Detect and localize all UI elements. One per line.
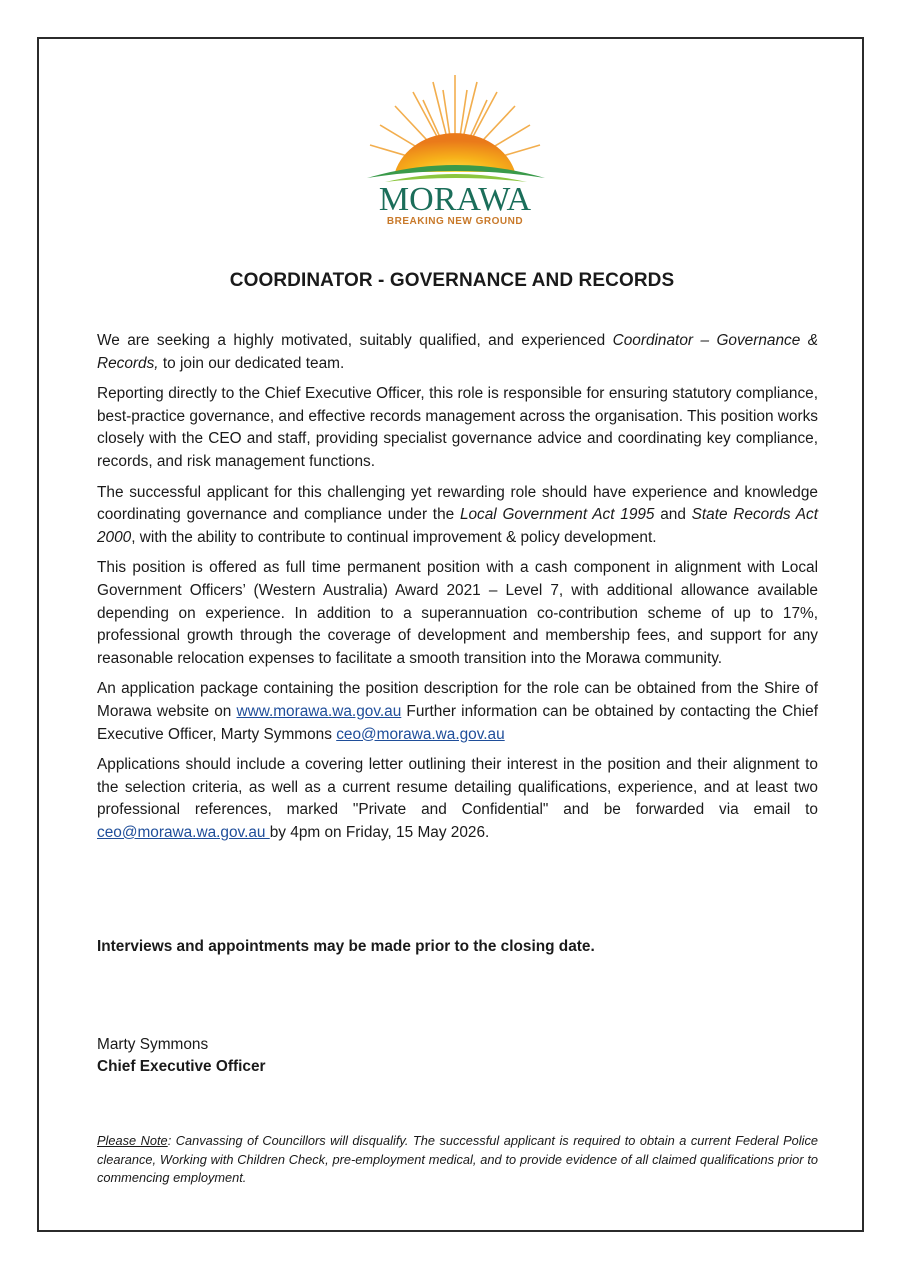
sun-icon [355,70,555,230]
closing-date: by 4pm on Friday, 15 May 2026. [269,823,490,841]
text: An application package containing the position description for the role can be obtained from the Shire of Morawa website on [97,680,818,720]
text: We are seeking a highly motivated, suitably qualified, and experienced [97,332,613,349]
text: Further information can be obtained by contacting the Chief Executive Officer, Marty Symmons [97,702,818,743]
logo-tagline: BREAKING NEW GROUND [386,216,524,227]
logo-wordmark: MORAWA [378,181,532,218]
ceo-email-link[interactable]: ceo@morawa.wa.gov.au [336,725,505,743]
intro-paragraph [97,330,818,375]
ceo-email-link[interactable]: ceo@morawa.wa.gov.au [97,823,270,841]
text: to join our dedicated team. [158,354,345,372]
requirements-paragraph [97,482,818,550]
footnote-text: : Canvassing of Councillors will disqualify. The successful applicant is required to obtain a current Federal Police clearance, Working with Children Check, pre-employment medical, and to provide evidence of all claimed qualifications prior to commencing employment. [97,1133,818,1185]
signatory-name: Marty Symmons [97,1036,209,1053]
body-content [97,330,818,852]
page-title: COORDINATOR - GOVERNANCE AND RECORDS [229,270,675,291]
text: , with the ability to contribute to continual improvement & policy development. [131,528,657,546]
signatory-role: Chief Executive Officer [97,1058,266,1075]
remuneration-paragraph: This position is offered as full time permanent position with a cash component in alignment with Local Government Officers’ (Western Australia) Award 2021 – Level 7, with additional allowance available depending on experience. In addition to a superannuation co-contribution scheme of up to 17%, professional growth through the coverage of development and membership fees, and support for any reasonable relocation expenses to facilitate a smooth transition into the Morawa community. [97,559,818,667]
text: The successful applicant for this challenging yet rewarding role should have experience and knowledge coordinating governance and compliance under the [97,483,818,524]
website-link[interactable]: www.morawa.wa.gov.au [236,702,402,720]
morawa-logo [355,70,555,230]
act-name: Local Government Act 1995 [459,506,655,524]
interview-notice: Interviews and appointments may be made prior to the closing date. [97,938,595,955]
text: Applications should include a covering letter outlining their interest in the position and their alignment to the selection criteria, as well as a current resume detailing qualifications, experience, and at least two professional references, marked "Private and Confidential" and be forwarded via email to [97,756,818,819]
text: and [654,506,692,524]
role-title: Coordinator – Governance & Records, [97,332,818,372]
act-name: State Records Act 2000 [97,506,819,546]
footnote [97,1132,818,1188]
reporting-paragraph: Reporting directly to the Chief Executive Officer, this role is responsible for ensuring statutory compliance, best-practice governance, and effective records management across the organisation. This position works closely with the CEO and staff, providing specialist governance advice and coordinating key compliance, records, and risk management functions. [97,385,818,470]
application-package-paragraph [97,678,818,746]
applications-paragraph [97,754,818,844]
footnote-label: Please Note [97,1133,168,1148]
